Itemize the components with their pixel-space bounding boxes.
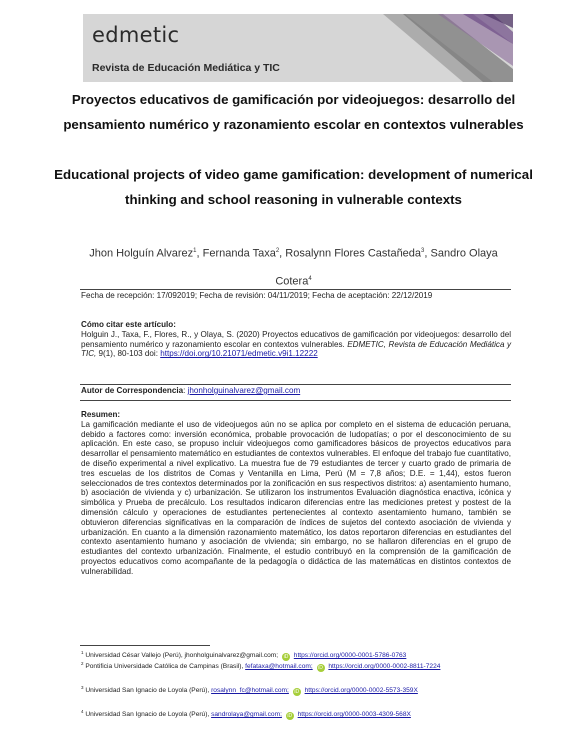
title-english: Educational projects of video game gamification: development of numerical thinking and school reasoning in vulnerable contexts — [54, 167, 533, 207]
journal-logo-graphic — [343, 14, 513, 82]
divider — [80, 289, 511, 290]
author-mark: 4 — [308, 275, 312, 282]
author-mark: 2 — [275, 248, 280, 254]
correspondence-label: Autor de Correspondencia — [81, 386, 184, 395]
footnote-affiliation: Pontificia Universidade Católica de Campinas (Brasil), — [85, 663, 244, 671]
journal-name: edmetic — [92, 23, 180, 47]
footnote-divider — [80, 645, 210, 646]
footnote — [81, 708, 511, 720]
footnote — [81, 684, 511, 696]
orcid-link[interactable]: https://orcid.org/0000-0002-5573-359X — [304, 687, 418, 695]
journal-banner — [83, 14, 513, 82]
abstract-text: La gamificación mediante el uso de videojuegos aún no se aplica por completo en el sistema de educación peruana, debido a factores como: inversión económica, probable provocación de ludopatías; o por el desconocimiento de su aplicación. En este caso, se propuso incluir videojuegos como gamificadores básicos de proyectos educativos para desarrollar el pensamiento matemático en estudiantes de contextos vulnerables. El enfoque del trabajo fue cuantitativo, de diseño experimental a nivel explicativo. La muestra fue de 79 estudiantes de tercer y cuarto grado de primaria de tres escuelas de los distritos de Comas y Ventanilla en Lima, Perú (M = 7,8 años; D.E. = 1,44), estos fueron seleccionados de tres contextos determinados por la zonificación en sus respectivos distritos: a) asentamiento humano, b) asociación de vivienda y c) urbanización. Se utilizaron los instrumentos Evaluación diagnóstica enactiva, icónica y simbólica y Prueba de precálculo. Los resultados indicaron diferencias entre las mediciones pretest y postest de la dimensión cálculo y operaciones de estudiantes pertenecientes al contexto asentamiento humano, también se obtuvieron diferencias significativas en la comparación de índices de sujetos del contexto asociación de vivienda y urbanización. En cuanto a la dimensión razonamiento matemático, los datos reportaron diferencias en estudiantes del contexto asentamiento humano y asociación de vivienda; sin embargo, no se hallaron diferencias en el grupo de estudiantes del contexto urbanización. Finalmente, el estudio contribuyó en la comprensión de la gamificación de proyectos educativos como acompañante de la pedagogía o didáctica de las matemáticas en distintos contextos de vulnerabilidad. — [81, 419, 511, 576]
citation-text: Holguin J., Taxa, F., Flores, R., y Olaya, S. (2020) Proyectos educativos de gamificación por videojuegos: desarrollo del pensamiento numérico y razonamiento escolar en contextos vulnerables. — [81, 329, 511, 349]
orcid-icon: iD — [287, 713, 293, 720]
orcid-link[interactable]: https://orcid.org/0000-0001-5786-0763 — [293, 652, 407, 660]
divider — [80, 400, 511, 401]
footnote-affiliation: Universidad San Ignacio de Loyola (Perú), — [85, 711, 210, 719]
orcid-icon: iD — [294, 689, 300, 696]
footnote-mark: 4 — [81, 709, 84, 714]
author-list: Jhon Holguín Alvarez$^1$, Fernanda Taxa$^2$, Rosalynn Flores Castañeda$^3$, Sandro Olaya Cotera$^4$ — [89, 247, 498, 288]
abstract-heading: Resumen: — [81, 410, 121, 419]
footnote-mark: 3 — [81, 685, 84, 690]
footnote — [81, 660, 511, 672]
orcid-icon: iD — [283, 654, 289, 661]
orcid-icon: iD — [318, 665, 323, 672]
author-name: Jhon Holguín Alvarez — [89, 247, 194, 260]
orcid-link[interactable]: https://orcid.org/0000-0003-4309-568X — [297, 711, 411, 719]
footnote-mark: 2 — [81, 661, 84, 666]
title-spanish: Proyectos educativos de gamificación por videojuegos: desarrollo del pensamiento numérico y razonamiento escolar en contextos vulnerables — [63, 92, 524, 132]
footnote-mark: 1 — [81, 650, 84, 655]
citation-block — [81, 320, 511, 359]
doi-link[interactable]: https://doi.org/10.21071/edmetic.v9i1.12222 — [160, 349, 318, 359]
author-name: Fernanda Taxa — [202, 247, 276, 260]
author-name: Sandro Olaya Cotera — [275, 247, 498, 288]
journal-subtitle: Revista de Educación Mediática y TIC — [92, 62, 280, 74]
citation-journal: EDMETIC, Revista de Educación Mediática y TIC, — [81, 339, 512, 359]
orcid-link[interactable]: https://orcid.org/0000-0002-8811-7224 — [328, 663, 441, 671]
citation-volume: 9(1), 80-103 doi: — [98, 349, 158, 359]
correspondence-email-link[interactable]: jhonholguinalvarez@gmail.com — [187, 386, 301, 395]
footnote-email-link[interactable]: sandrolaya@gmail.com; — [211, 711, 282, 719]
author-mark: 3 — [421, 248, 425, 254]
abstract — [81, 410, 511, 577]
divider — [80, 384, 511, 385]
article-dates: Fecha de recepción: 17/092019; Fecha de revisión: 04/11/2019; Fecha de aceptación: 22/12/2019 — [81, 291, 433, 300]
footnote-email-link[interactable]: fefataxa@hotmail.com; — [245, 663, 313, 671]
citation-heading: Cómo citar este artículo: — [81, 320, 176, 329]
footnote-affiliation: Universidad César Vallejo (Perú), jhonholguinalvarez@gmail.com; — [85, 652, 279, 660]
footnote-affiliation: Universidad San Ignacio de Loyola (Perú), — [85, 687, 210, 695]
footnote-email-link[interactable]: rosalynn_fc@hotmail.com; — [211, 687, 289, 695]
author-mark: 1 — [193, 248, 197, 254]
correspondence: Autor de Correspondencia: jhonholguinalvarez@gmail.com — [81, 386, 301, 395]
author-name: Rosalynn Flores Castañeda — [285, 247, 422, 260]
